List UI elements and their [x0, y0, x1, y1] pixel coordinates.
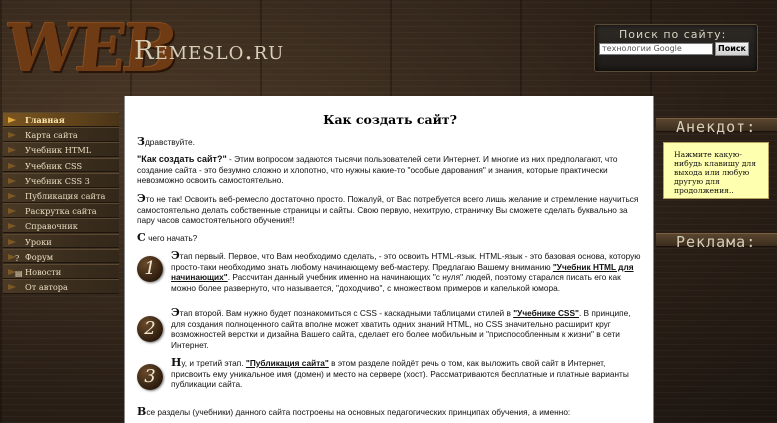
dropcap: З [137, 135, 145, 148]
anekdot-box: Нажмите какую-нибудь клавишу для выхода или любую другую для продолжения.. [663, 142, 769, 199]
nav-item-label: Публикация сайта [25, 190, 106, 201]
encouragement-text: то не так! Освоить веб-ремесло достаточно просто. Пожалуй, от Вас потребуется всего лишь желание и стремление научиться самостоятельно делать собственные страницы и сайты. Свою первую, нехитрую, страничку Вы сможете сделать буквально за пару часов самостоятельного обучения!! [137, 194, 639, 226]
news-icon: ▤ [15, 268, 23, 278]
dropcap: Н [171, 356, 182, 369]
greeting [137, 137, 617, 148]
nav-item-label: Справочник [25, 221, 78, 232]
nav-item-html-tutorial[interactable] [3, 142, 119, 157]
nav-item-lessons[interactable] [3, 234, 119, 249]
greeting-text: дравствуйте. [144, 137, 195, 147]
intro-text: - Этим вопросом задаются тысячи пользователей сети Интернет. И многие из них предполагают, что создание сайта - это безумно сложно и хлопотно, что нужны какие-то "особые дарования" и знания, которые практически невозможно освоить самостоятельно. [137, 154, 618, 186]
dropcap: Э [171, 306, 180, 319]
nav-item-reference[interactable] [3, 218, 119, 233]
ads-title: Реклама: [676, 233, 757, 251]
logo-text[interactable]: Remeslo.ru [134, 36, 285, 66]
sidebar-nav [3, 112, 119, 294]
css-tutorial-link[interactable]: "Учебнике CSS" [513, 308, 579, 318]
nav-item-label: Новости [25, 266, 62, 277]
question-icon: ? [15, 253, 20, 263]
search-input[interactable]: технологии Google [599, 43, 713, 55]
step-2-text: тап второй. Вам нужно будет познакомиться с CSS - каскадными таблицами стилей в [179, 308, 514, 318]
page-title: Как создать сайт? [323, 112, 457, 127]
publishing-link[interactable]: "Публикация сайта" [245, 358, 329, 368]
search-button[interactable]: Поиск [715, 42, 749, 56]
nav-item-news[interactable] [3, 264, 119, 279]
dropcap: Э [137, 192, 146, 205]
nav-item-label: Учебник CSS 3 [25, 175, 90, 186]
dropcap: В [137, 405, 147, 418]
step-1-text-end: . Рассчитан данный учебник именно на начинающих "с нуля" людей, поэтому старался писать его как можно более развернуто, что называется, "доходчиво", с множеством примеров и капелькой юмора. [171, 272, 621, 293]
main-content [124, 96, 654, 423]
html-tutorial-link[interactable]: "Учебник HTML для начинающих" [171, 261, 634, 283]
step-1-badge: 1 [137, 256, 163, 282]
nav-item-css-tutorial[interactable] [3, 158, 119, 173]
logo-mark[interactable]: WEB [1, 9, 179, 87]
nav-item-publishing[interactable] [3, 188, 119, 203]
step-3-text: у, и третий этап. [181, 358, 246, 368]
step-2-paragraph [171, 308, 641, 350]
anekdot-title: Анекдот: [676, 118, 757, 136]
nav-item-label: Уроки [25, 236, 52, 247]
nav-item-promotion[interactable] [3, 203, 119, 218]
step-3-badge: 3 [137, 364, 163, 390]
step-3-text-end: в этом разделе пойдёт речь о том, как выложить свой сайт в Интернет, присвоить ему уникальное имя (домен) и место на сервере (хост). Рассматриваются бесплатные и платные варианты публикации сайта. [171, 358, 629, 390]
search-panel [594, 24, 758, 72]
step-1-paragraph [171, 251, 641, 293]
intro-strong: "Как создать сайт?" [137, 154, 227, 164]
nav-item-label: Карта сайта [25, 130, 78, 141]
nav-item-forum[interactable] [3, 249, 119, 264]
nav-item-label: Учебник CSS [25, 160, 83, 171]
nav-item-label: Учебник HTML [25, 145, 92, 156]
step-2-badge: 2 [137, 316, 163, 342]
step-3-paragraph [171, 358, 641, 390]
intro-paragraph [137, 154, 642, 186]
step-2-text-end: . В принципе, для создания полноценного сайта вполне может хватить одних знаний HTML, но CSS значительно расширит круг возможностей верстки и дизайна Вашего сайта, сделает его более мобильным и "приспособленным к жизни" в сети Интернет. [171, 308, 631, 350]
dropcap: Э [171, 249, 180, 262]
nav-item-label: Форум [25, 251, 54, 262]
nav-item-css3-tutorial[interactable] [3, 173, 119, 188]
encouragement-paragraph [137, 194, 642, 226]
dropcap: С [137, 231, 146, 244]
nav-item-label: От автора [25, 282, 68, 293]
principles-paragraph [137, 407, 642, 418]
principles-text: се разделы (учебники) данного сайта построены на основных педагогических принципах обучения, а именно: [146, 407, 571, 417]
nav-item-label: Главная [25, 115, 65, 125]
step-1-text: тап первый. Первое, что Вам необходимо сделать, - это освоить HTML-язык. HTML-язык - это базовая основа, которую просто-таки необходимо знать любому начинающему веб-мастеру. Предлагаю Вашему вниманию [171, 251, 641, 272]
nav-item-label: Раскрутка сайта [25, 206, 97, 217]
start-heading [137, 233, 617, 244]
site-header [0, 0, 777, 92]
nav-item-from-author[interactable] [3, 279, 119, 294]
nav-item-sitemap[interactable] [3, 127, 119, 142]
start-text: чего начать? [145, 233, 198, 243]
search-title: Поиск по сайту: [619, 28, 727, 41]
nav-item-home[interactable] [3, 112, 119, 127]
